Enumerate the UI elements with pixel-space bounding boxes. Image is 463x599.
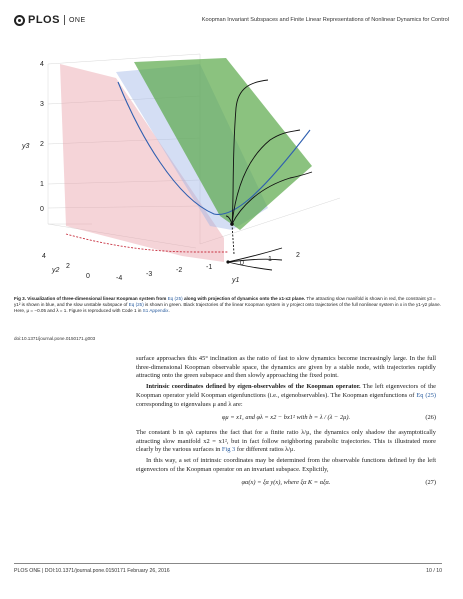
caption-title: Visualization of three-dimensional linear Koopman system from: [27, 296, 167, 301]
y1-tick: -3: [146, 271, 153, 278]
page-footer: [14, 568, 442, 574]
y2-tick: 4: [42, 253, 46, 260]
paragraph-1: surface approaches this 45° inclination as the ratio of fast to slow dynamics become increasingly large. In the full three-dimensional Koopman observable space, the dynamics are given by a stable node, with trajectories rapidly attracting onto the green subspace and then slowly approaching the fixed point.: [136, 355, 436, 380]
s1-appendix-link[interactable]: S1 Appendix: [142, 308, 169, 314]
plos-one-logo[interactable]: [14, 14, 86, 26]
y2-tick: 2: [66, 263, 70, 270]
y1-tick: 2: [296, 252, 300, 259]
page-header: [0, 0, 463, 40]
equation-27-body: φα(x) = ξα y(x), where ξα K = αξα.: [241, 479, 331, 487]
y3-tick: 4: [40, 61, 44, 68]
footer-citation: PLOS ONE | DOI:10.1371/journal.pone.0150171 February 26, 2016: [14, 568, 170, 574]
y3-tick: 3: [40, 101, 44, 108]
y1-axis-label: y1: [232, 277, 240, 284]
paragraph-3-rest: for different ratios λ/μ.: [236, 446, 296, 454]
paragraph-4: In this way, a set of intrinsic coordinates may be determined from the observable functions defined by the left eigenvectors of the Koopman operator on an invariant subspace. Explicitly,: [136, 457, 436, 473]
equation-26-number: (26): [425, 414, 436, 422]
paragraph-2: [136, 383, 436, 409]
equation-26-body: φμ = x1, and φλ = x2 − bx1² with b = λ / (λ − 2μ).: [221, 414, 351, 422]
logo-divider: [64, 15, 65, 25]
equation-26: [136, 414, 436, 423]
fixed-point-marker: [230, 222, 234, 226]
page-number: 10 / 10: [426, 568, 442, 574]
paragraph-2-text: The left eigenvectors of the Koopman operator yield Koopman eigenfunctions (i.e., eigenobservables). The Koopman eigenfunctions of: [136, 383, 436, 399]
equation-27: [136, 479, 436, 488]
caption-text: The attracting slow manifold is shown in red, the constraint y3 = y1² is shown in blue, and the slow unstable subspace of: [14, 296, 436, 308]
paragraph-3: [136, 429, 436, 455]
plos-logo-icon: [14, 15, 25, 26]
running-title: Koopman Invariant Subspaces and Finite Linear Representations of Nonlinear Dynamics for Control: [201, 17, 449, 23]
footer-divider: [14, 563, 442, 564]
equation-27-number: (27): [425, 479, 436, 487]
paragraph-2-rest: corresponding to eigenvalues μ and λ are:: [136, 400, 243, 408]
article-body: [136, 355, 436, 494]
y3-axis: [21, 61, 44, 213]
figure-doi: doi:10.1371/journal.pone.0150171.g003: [14, 336, 96, 341]
figure-caption: [14, 296, 442, 314]
y1-tick: 0: [240, 260, 244, 267]
caption-end: .: [168, 308, 170, 314]
koopman-3d-plot: [0, 48, 463, 288]
y2-tick: 0: [86, 273, 90, 280]
fig-3-link[interactable]: Fig 3: [221, 446, 236, 454]
figure-label: Fig 3.: [14, 296, 26, 301]
paragraph-3-text: The constant b in φλ captures the fact that for a finite ratio λ/μ, the dynamics only shadow the asymptotically attracting slow manifold x2 = x1², but in fact follow neighboring parabolic trajectories. This is illustrated more clearly by the various surfaces in: [136, 428, 436, 454]
y1-tick: -2: [176, 267, 183, 274]
projected-fixed-point-marker: [226, 260, 229, 263]
section-heading: Intrinsic coordinates defined by eigen-observables of the Koopman operator.: [146, 383, 361, 391]
y2-axis-label: y2: [52, 267, 60, 274]
figure-3: [0, 48, 463, 288]
eq-25-link-2[interactable]: Eq (25): [128, 302, 144, 308]
y2-axis: [42, 253, 90, 280]
y1-tick: -1: [206, 264, 213, 271]
logo-subtext: ONE: [68, 16, 86, 24]
y3-axis-label: y3: [22, 143, 30, 150]
y3-tick: 2: [40, 141, 44, 148]
y3-tick: 0: [40, 206, 44, 213]
y1-tick: -4: [116, 275, 123, 282]
eq-25-link[interactable]: Eq (25): [167, 296, 183, 301]
caption-title-rest: along with projection of dynamics onto the x1-x2 plane.: [183, 296, 306, 301]
caption-text-rest: is shown in green. Black trajectories of the linear Koopman system in y project onto trajectories of the full nonlinear system in x in the y1-y2 plane. Here, μ = −0.05 and λ = 1. Figure is reproduced with Code 1 in: [14, 302, 441, 314]
y1-tick: 1: [268, 256, 272, 263]
eq-25-link-body[interactable]: Eq (25): [416, 391, 437, 399]
y3-tick: 1: [40, 181, 44, 188]
logo-text: PLOS: [28, 14, 60, 26]
